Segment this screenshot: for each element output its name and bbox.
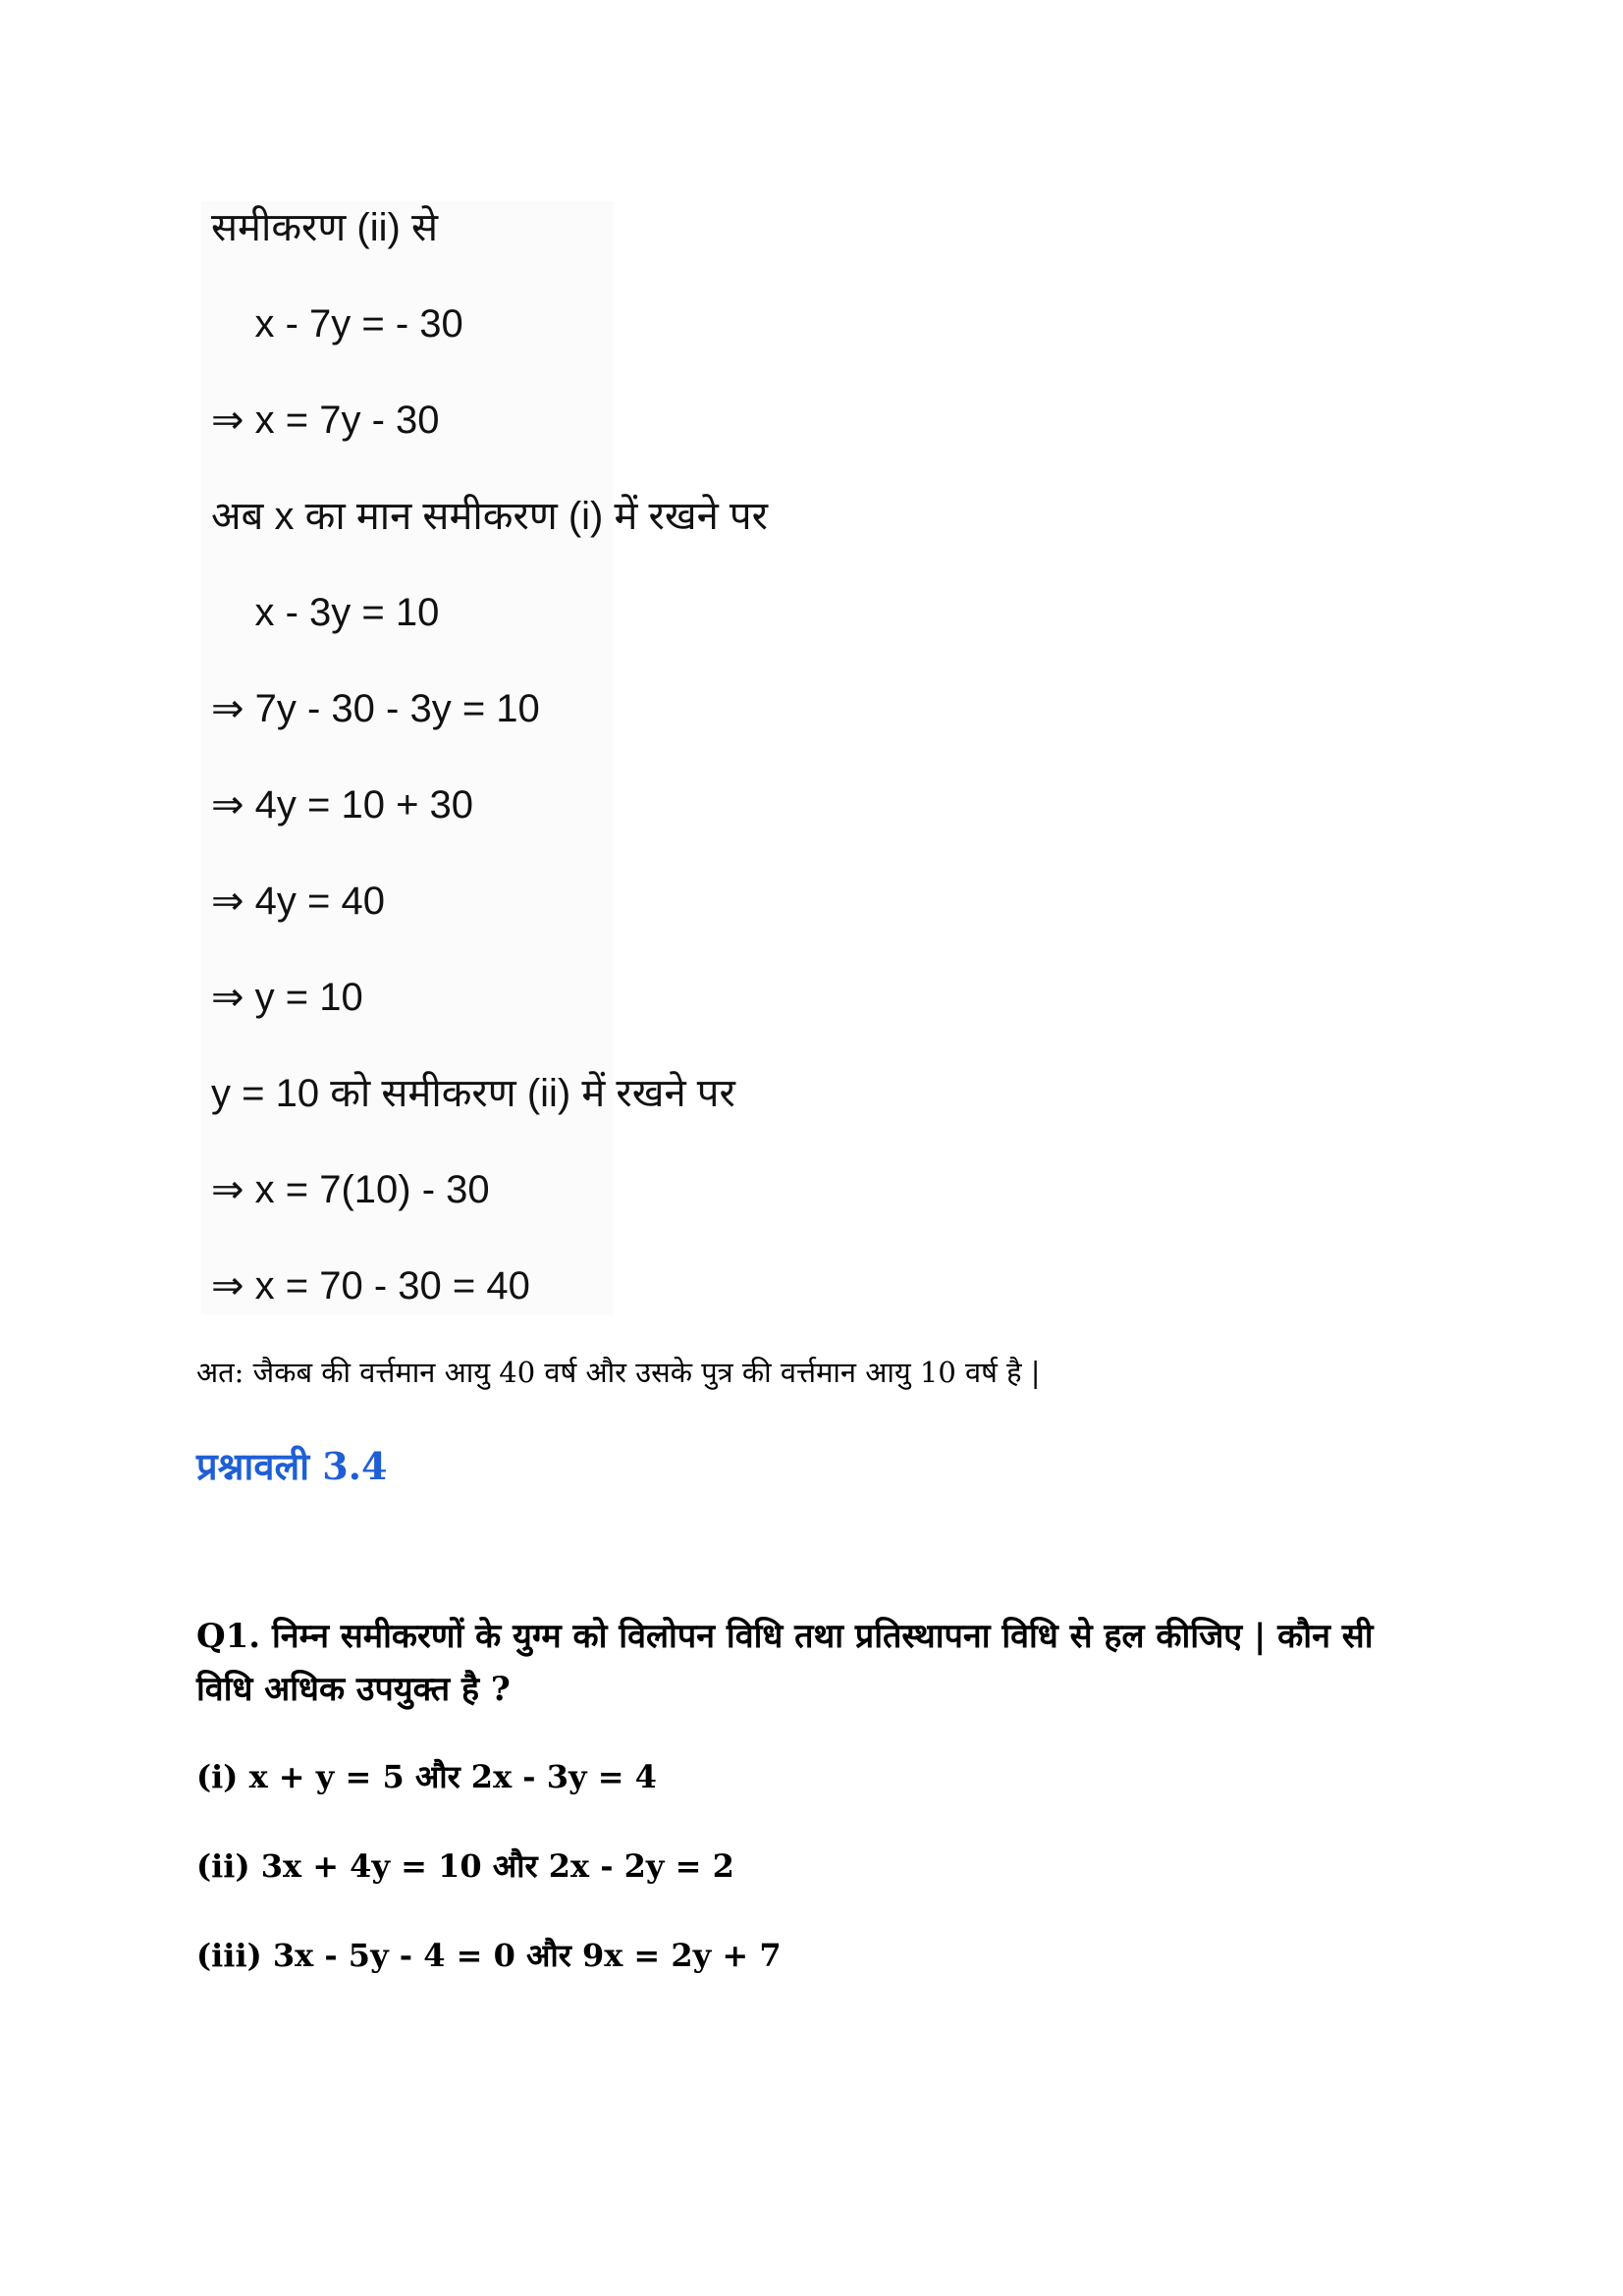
solution-step: x - 3y = 10 [211,591,440,634]
solution-step: ⇒ 7y - 30 - 3y = 10 [211,687,540,730]
question-text: Q1. निम्न समीकरणों के युग्म को विलोपन विधि तथा प्रतिस्थापना विधि से हल कीजिए | कौन सी विधि अधिक उपयुक्त है ? [196,1617,1374,1709]
solution-step: ⇒ 4y = 40 [211,880,385,923]
question-part: (ii) 3x + 4y = 10 और 2x - 2y = 2 [196,1847,734,1885]
solution-step: ⇒ x = 7(10) - 30 [211,1168,490,1211]
solution-step: ⇒ 4y = 10 + 30 [211,783,474,827]
solution-step: ⇒ x = 70 - 30 = 40 [211,1264,530,1308]
exercise-heading: प्रश्नावली 3.4 [196,1444,388,1488]
conclusion-text: अत: जैकब की वर्त्तमान आयु 40 वर्ष और उसके पुत्र की वर्त्तमान आयु 10 वर्ष है | [196,1356,1041,1389]
solution-image-block [201,201,614,1315]
question-part: (iii) 3x - 5y - 4 = 0 और 9x = 2y + 7 [196,1937,782,1974]
solution-step: ⇒ x = 7y - 30 [211,399,440,442]
solution-step: x - 7y = - 30 [211,302,463,346]
solution-step: समीकरण (ii) से [211,206,439,249]
solution-step: y = 10 को समीकरण (ii) में रखने पर [211,1072,735,1115]
solution-step: अब x का मान समीकरण (i) में रखने पर [211,495,768,538]
solution-step: ⇒ y = 10 [211,976,363,1019]
question-part: (i) x + y = 5 और 2x - 3y = 4 [196,1758,657,1795]
